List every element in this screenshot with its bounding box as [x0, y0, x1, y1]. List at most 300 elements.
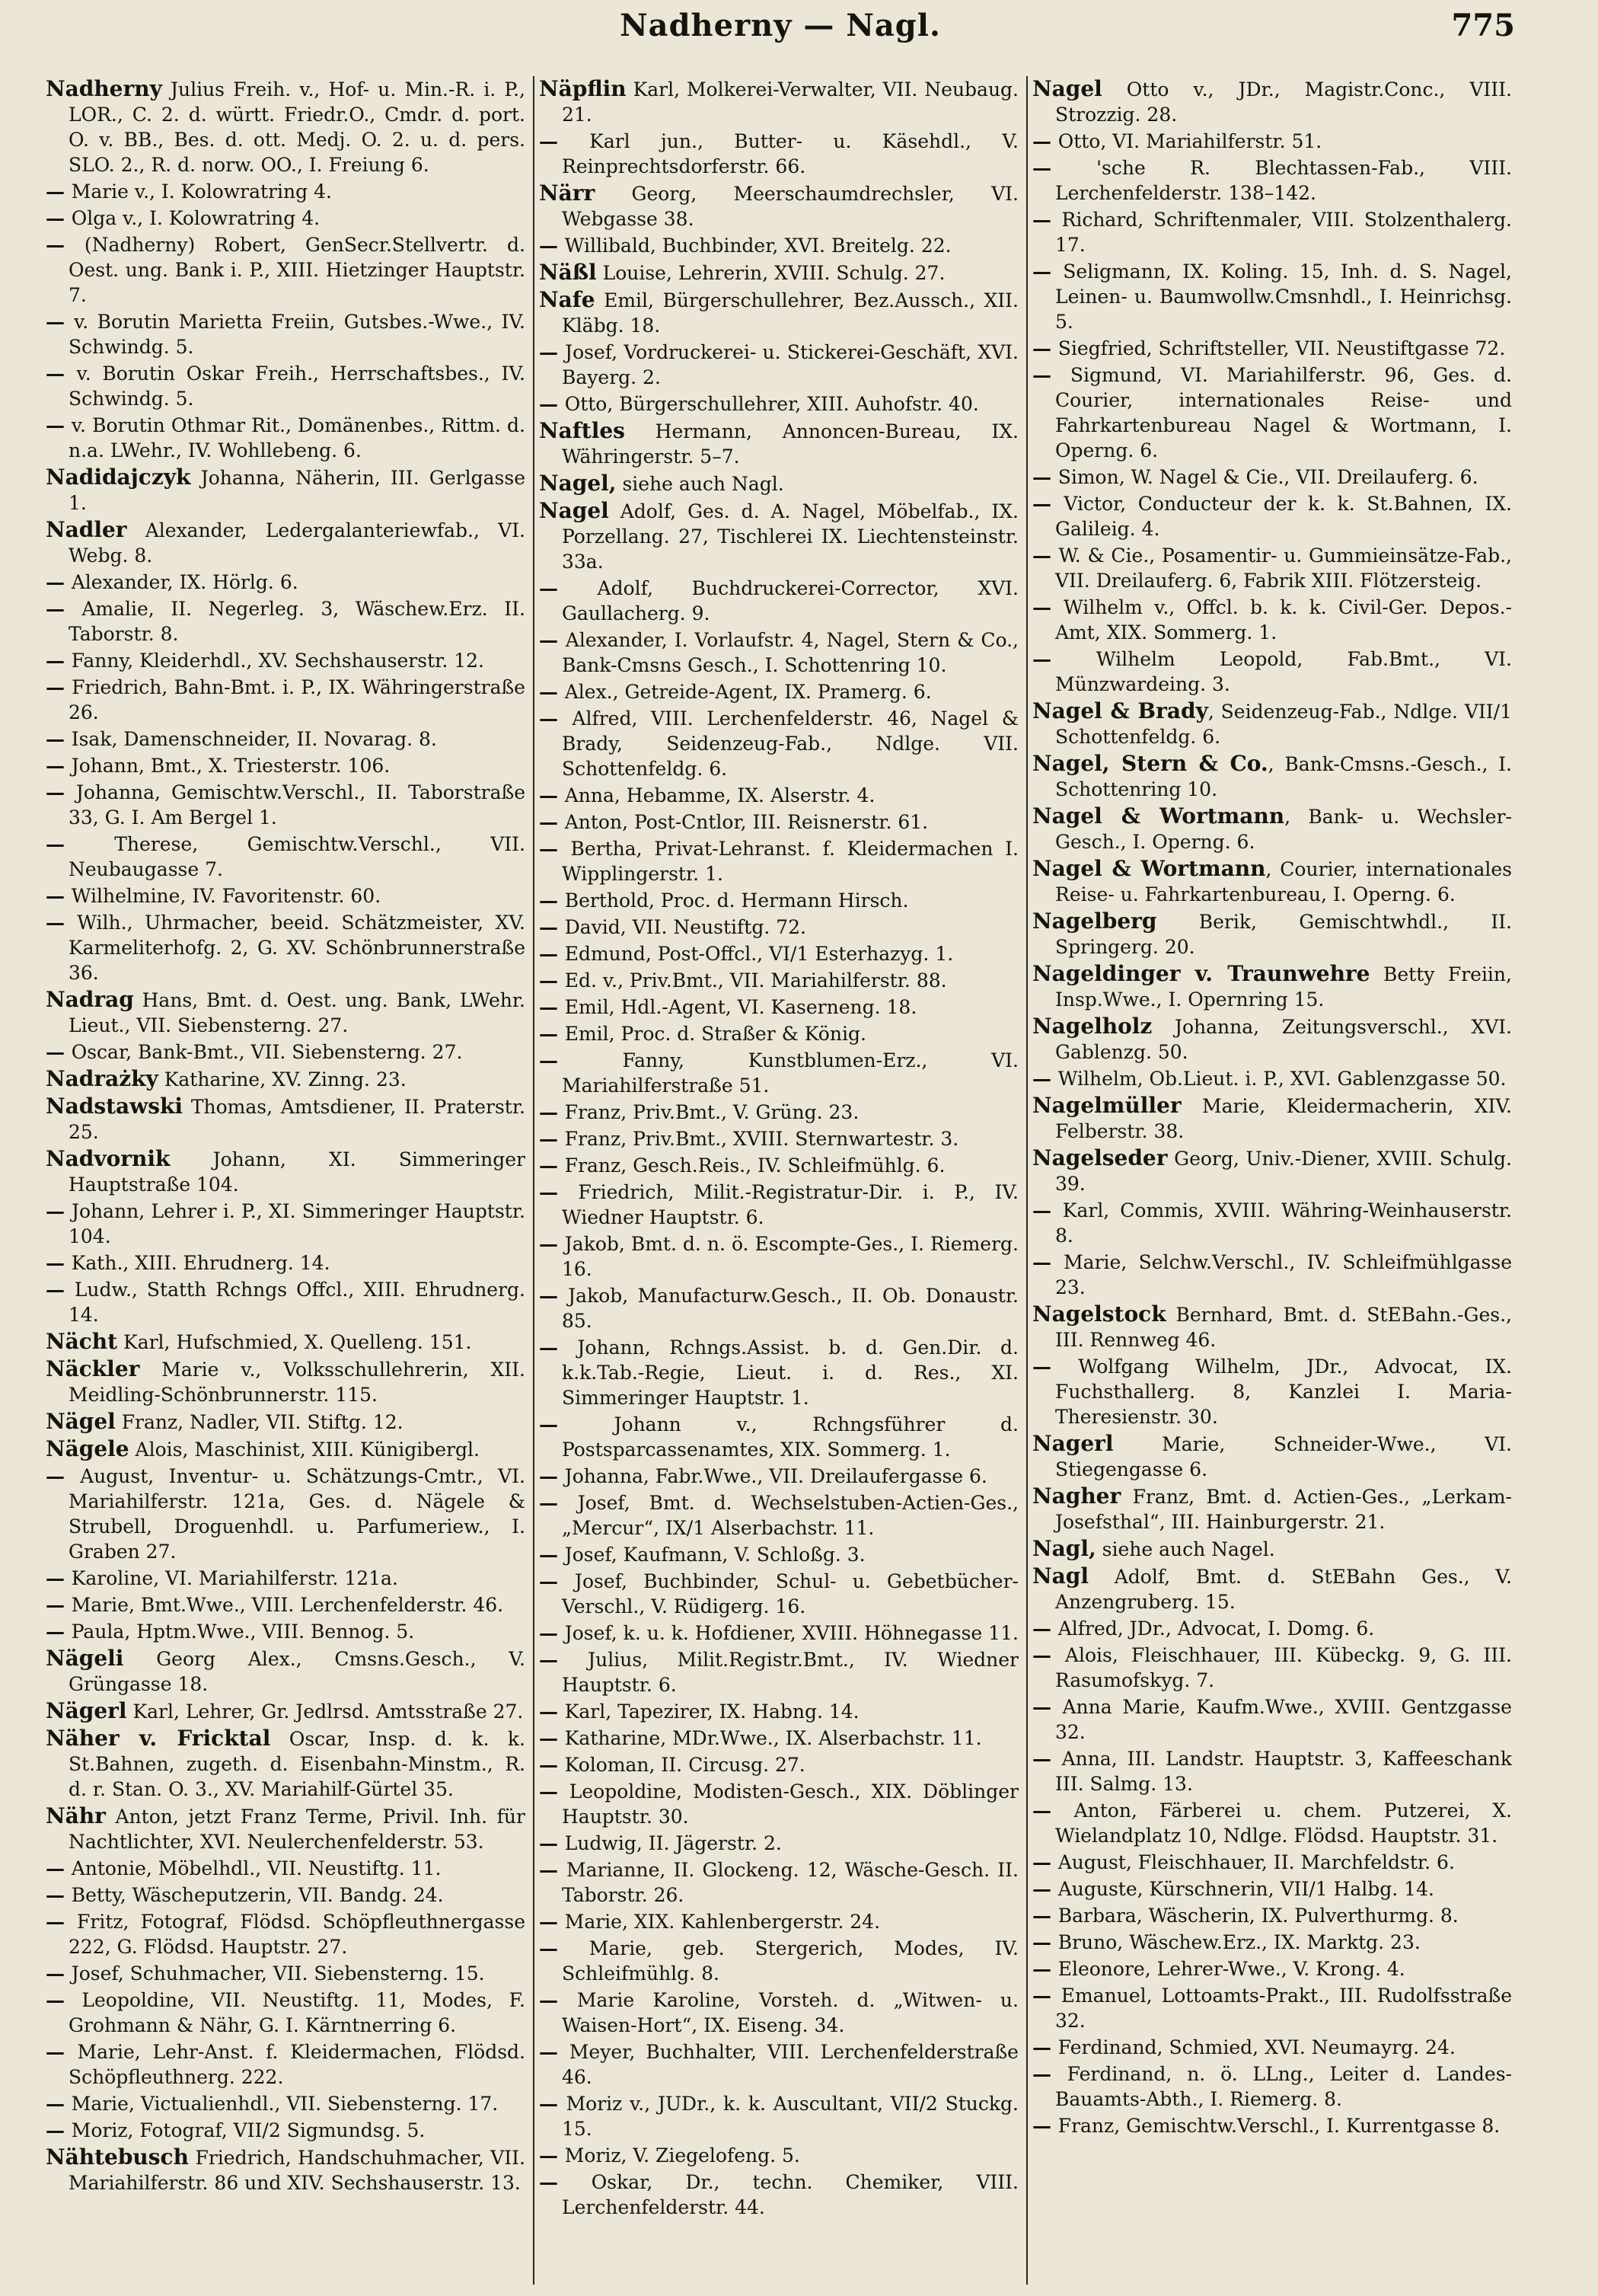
- repeat-dash: —: [539, 1622, 565, 1644]
- entry-text: Sigmund, VI. Mariahilferstr. 96, Ges. d. Courier, internationales Reise- und Fahrkartenbureau Nagel & Wortmann, I. Operng. 6.: [1055, 364, 1512, 461]
- page-header: [46, 5, 1515, 58]
- entry-text: Karl, Molkerei-Verwalter, VII. Neubaug. 21.: [562, 78, 1019, 126]
- directory-entry: [46, 726, 525, 752]
- entry-text: Bernhard, Bmt. d. StEBahn.-Ges., III. Rennweg 46.: [1055, 1304, 1512, 1351]
- entry-text: Victor, Conducteur der k. k. St.Bahnen, IX. Galileig. 4.: [1055, 493, 1512, 540]
- entry-text: Eleonore, Lehrer-Wwe., V. Krong. 4.: [1057, 1958, 1405, 1980]
- repeat-dash: —: [46, 1041, 72, 1063]
- entry-text: Marie Karoline, Vorsteh. d. „Witwen- u. Waisen-Hort“, IX. Eiseng. 34.: [562, 1989, 1019, 2036]
- repeat-dash: —: [1032, 1985, 1061, 2007]
- entry-text: Marie, geb. Stergerich, Modes, IV. Schleifmühlg. 8.: [562, 1937, 1019, 1985]
- entry-surname: Nagel, Stern & Co.: [1032, 751, 1268, 776]
- entry-text: Otto v., JDr., Magistr.Conc., VIII. Strozzig. 28.: [1055, 78, 1512, 126]
- entry-text: Johann, XI. Simmeringer Hauptstraße 104.: [69, 1148, 525, 1196]
- entry-text: Wilhelm, Ob.Lieut. i. P., XVI. Gablenzgasse 50.: [1057, 1068, 1507, 1090]
- entry-text: Emanuel, Lottoamts-Prakt., III. Rudolfsstraße 32.: [1055, 1985, 1512, 2032]
- entry-text: Johanna, Gemischtw.Verschl., II. Taborstraße 33, G. I. Am Bergel 1.: [69, 781, 525, 829]
- entry-text: Johann, Lehrer i. P., XI. Simmeringer Hauptstr. 104.: [69, 1200, 525, 1247]
- repeat-dash: —: [539, 1181, 579, 1203]
- entry-text: Wilhelm v., Offcl. b. k. k. Civil-Ger. Depos.-Amt, XIX. Sommerg. 1.: [1055, 596, 1512, 643]
- entry-text: Bruno, Wäschew.Erz., IX. Marktg. 23.: [1057, 1931, 1421, 1953]
- entry-text: Hans, Bmt. d. Oest. ung. Bank, LWehr. Lieut., VII. Siebensterng. 27.: [69, 989, 525, 1036]
- entry-text: Franz, Gesch.Reis., IV. Schleifmühlg. 6.: [564, 1154, 946, 1177]
- repeat-dash: —: [46, 1911, 78, 1933]
- directory-entry: [1032, 76, 1512, 127]
- entry-text: Auguste, Kürschnerin, VII/1 Halbg. 14.: [1057, 1878, 1434, 1900]
- repeat-dash: —: [1032, 1068, 1058, 1090]
- entry-text: Anna Marie, Kaufm.Wwe., XVIII. Gentzgasse 32.: [1055, 1696, 1512, 1743]
- directory-entry: [46, 1961, 525, 1986]
- entry-text: Oscar, Insp. d. k. k. St.Bahnen, zugeth. d. Eisenbahn-Minstm., R. d. r. Stan. O. 3., XV. Mariahilf-Gürtel 35.: [69, 1728, 525, 1800]
- entry-text: Ed. v., Priv.Bmt., VII. Mariahilferstr. 88.: [564, 969, 947, 992]
- entry-surname: Nagelholz: [1032, 1014, 1153, 1039]
- directory-entry: [539, 1021, 1019, 1046]
- repeat-dash: —: [1032, 2115, 1058, 2137]
- directory-entry: [1032, 1431, 1512, 1482]
- repeat-dash: —: [46, 2093, 72, 2115]
- entry-text: Katharine, XV. Zinng. 23.: [158, 1068, 407, 1091]
- entry-text: Ludwig, II. Jägerstr. 2.: [564, 1832, 782, 1854]
- entry-text: Anna, III. Landstr. Hauptstr. 3, Kaffeeschank III. Salmg. 13.: [1055, 1748, 1512, 1795]
- repeat-dash: —: [1032, 130, 1058, 152]
- entry-text: Emil, Proc. d. Straßer & König.: [564, 1023, 866, 1045]
- entry-text: (Nadherny) Robert, GenSecr.Stellvertr. d. Oest. ung. Bank i. P., XIII. Hietzinger Hauptstr. 7.: [69, 234, 525, 306]
- repeat-dash: —: [46, 234, 85, 256]
- repeat-dash: —: [1032, 1251, 1064, 1273]
- entry-text: , Bank- u. Wechsler-Gesch., I. Operng. 6.: [1055, 806, 1512, 853]
- directory-entry: [1032, 1616, 1512, 1641]
- repeat-dash: —: [46, 755, 72, 777]
- repeat-dash: —: [46, 1857, 72, 1879]
- repeat-dash: —: [46, 207, 72, 229]
- directory-entry: [539, 627, 1019, 678]
- repeat-dash: —: [46, 180, 72, 203]
- repeat-dash: —: [1032, 1931, 1058, 1953]
- directory-entry: [46, 1199, 525, 1249]
- directory-entry: [46, 753, 525, 778]
- entry-text: Isak, Damenschneider, II. Novarag. 8.: [71, 728, 437, 750]
- directory-entry: [539, 2091, 1019, 2141]
- repeat-dash: —: [539, 811, 565, 833]
- entry-text: Johann, Bmt., X. Triesterstr. 106.: [71, 755, 391, 777]
- entry-text: Marianne, II. Glockeng. 12, Wäsche-Gesch. II. Taborstr. 26.: [562, 1859, 1019, 1906]
- repeat-dash: —: [46, 1200, 72, 1222]
- entry-surname: Nagelstock: [1032, 1301, 1166, 1327]
- directory-entry: [1032, 595, 1512, 645]
- entry-text: Paula, Hptm.Wwe., VIII. Bennog. 5.: [71, 1621, 415, 1643]
- directory-entry: [539, 340, 1019, 390]
- repeat-dash: —: [539, 1911, 565, 1933]
- entry-text: Seligmann, IX. Koling. 15, Inh. d. S. Nagel, Leinen- u. Baumwollw.Cmsnhdl., I. Heinrichsg. 5.: [1055, 260, 1512, 333]
- directory-entry: [539, 941, 1019, 966]
- page-number: 775: [1451, 8, 1515, 43]
- directory-entry: [1032, 909, 1512, 960]
- directory-entry: [539, 1831, 1019, 1856]
- repeat-dash: —: [539, 838, 571, 860]
- entry-text: Olga v., I. Kolowratring 4.: [71, 207, 321, 229]
- directory-entry: [539, 180, 1019, 232]
- directory-entry: [539, 576, 1019, 626]
- directory-entry: [1032, 129, 1512, 154]
- directory-entry: [539, 1621, 1019, 1646]
- entry-text: Georg, Meerschaumdrechsler, VI. Webgasse 38.: [562, 183, 1019, 230]
- entry-text: Marie, XIX. Kahlenbergerstr. 24.: [564, 1911, 881, 1933]
- repeat-dash: —: [539, 1233, 565, 1255]
- entry-text: David, VII. Neustiftg. 72.: [564, 916, 806, 938]
- directory-entry: [539, 2143, 1019, 2168]
- repeat-dash: —: [46, 1962, 72, 1985]
- directory-entry: [1032, 207, 1512, 257]
- directory-entry: [539, 1283, 1019, 1333]
- entry-text: Simon, W. Nagel & Cie., VII. Dreilauferg. 6.: [1057, 466, 1478, 488]
- entry-surname: Nadherny: [46, 76, 162, 101]
- directory-entry: [1032, 961, 1512, 1012]
- entry-surname: Nägele: [46, 1436, 129, 1461]
- entry-text: Georg, Univ.-Diener, XVIII. Schulg. 39.: [1055, 1148, 1512, 1195]
- directory-entry: [46, 570, 525, 595]
- directory-entry: [539, 1569, 1019, 1619]
- repeat-dash: —: [539, 889, 565, 912]
- directory-entry: [46, 1619, 525, 1644]
- entry-text: Barbara, Wäscherin, IX. Pulverthurmg. 8.: [1057, 1905, 1459, 1927]
- directory-entry: [46, 465, 525, 516]
- repeat-dash: —: [46, 885, 72, 907]
- entry-text: Adolf, Bmt. d. StEBahn Ges., V. Anzengruberg. 15.: [1055, 1566, 1512, 1613]
- directory-entry: [46, 1436, 525, 1462]
- entry-text: Alfred, JDr., Advocat, I. Domg. 6.: [1057, 1617, 1375, 1640]
- directory-entry: [539, 471, 1019, 497]
- entry-surname: Nagerl: [1032, 1431, 1114, 1456]
- repeat-dash: —: [539, 1832, 565, 1854]
- entry-text: Richard, Schriftenmaler, VIII. Stolzenthalerg. 17.: [1055, 209, 1512, 256]
- directory-entry: [46, 1698, 525, 1724]
- entry-text: Wilh., Uhrmacher, beeid. Schätzmeister, XV. Karmeliterhofg. 2, G. XV. Schönbrunnerstraße 36.: [69, 912, 525, 984]
- directory-entry: [1032, 1746, 1512, 1796]
- entry-surname: Nadstawski: [46, 1094, 183, 1119]
- entry-text: Alois, Fleischhauer, III. Kübeckg. 9, G. III. Rasumofskyg. 7.: [1055, 1644, 1512, 1691]
- repeat-dash: —: [539, 1700, 565, 1723]
- directory-entry: [539, 418, 1019, 469]
- entry-text: , Bank-Cmsns.-Gesch., I. Schottenring 10.: [1055, 753, 1512, 800]
- directory-entry: [539, 915, 1019, 940]
- entry-surname: Näckler: [46, 1356, 140, 1381]
- repeat-dash: —: [539, 235, 565, 257]
- repeat-dash: —: [539, 1649, 588, 1671]
- repeat-dash: —: [1032, 1905, 1058, 1927]
- repeat-dash: —: [1032, 596, 1064, 618]
- repeat-dash: —: [46, 1594, 72, 1616]
- entry-text: Betty Freiin, Insp.Wwe., I. Opernring 15.: [1055, 963, 1512, 1011]
- entry-text: Thomas, Amtsdiener, II. Praterstr. 25.: [69, 1096, 525, 1143]
- directory-entry: [46, 1277, 525, 1327]
- directory-entry: [46, 1066, 525, 1092]
- entry-surname: Nadidajczyk: [46, 465, 191, 490]
- repeat-dash: —: [539, 943, 565, 965]
- repeat-dash: —: [539, 1465, 565, 1487]
- directory-entry: [46, 1329, 525, 1355]
- repeat-dash: —: [539, 1413, 614, 1435]
- directory-entry: [539, 1647, 1019, 1697]
- repeat-dash: —: [539, 1285, 569, 1307]
- entry-text: Anton, jetzt Franz Terme, Privil. Inh. für Nachtlichter, XVI. Neulerchenfelderstr. 53.: [69, 1806, 525, 1853]
- directory-entry: [1032, 1903, 1512, 1928]
- directory-entry: [46, 910, 525, 985]
- directory-entry: [46, 517, 525, 568]
- directory-entry: [539, 888, 1019, 913]
- directory-entry: [539, 1412, 1019, 1462]
- entry-text: August, Fleischhauer, II. Marchfeldstr. 6.: [1057, 1851, 1455, 1873]
- directory-entry: [1032, 362, 1512, 463]
- repeat-dash: —: [46, 1279, 75, 1301]
- repeat-dash: —: [46, 781, 76, 803]
- entry-text: Josef, Vordruckerei- u. Stickerei-Geschäft, XVI. Bayerg. 2.: [562, 341, 1019, 388]
- repeat-dash: —: [46, 1884, 72, 1906]
- directory-entry: [539, 2039, 1019, 2090]
- repeat-dash: —: [539, 130, 590, 152]
- directory-entry: [539, 391, 1019, 417]
- repeat-dash: —: [539, 916, 565, 938]
- repeat-dash: —: [1032, 1644, 1065, 1666]
- entry-text: Josef, Bmt. d. Wechselstuben-Actien-Ges., „Mercur“, IX/1 Alserbachstr. 11.: [562, 1492, 1019, 1539]
- directory-entry: [1032, 1483, 1512, 1534]
- directory-entry: [46, 1646, 525, 1697]
- directory-entry: [1032, 1093, 1512, 1144]
- directory-entry: [539, 1490, 1019, 1541]
- entry-text: August, Inventur- u. Schätzungs-Cmtr., VI. Mariahilferstr. 121a, Ges. d. Nägele & Strubell, Droguenhdl. u. Parfumeriew., I. Graben 27.: [69, 1465, 525, 1563]
- entry-text: Alexander, IX. Hörlg. 6.: [71, 571, 298, 593]
- entry-text: Jakob, Bmt. d. n. ö. Escompte-Ges., I. Riemerg. 16.: [562, 1233, 1019, 1280]
- entry-text: Otto, VI. Mariahilferstr. 51.: [1057, 130, 1322, 152]
- entry-surname: Närr: [539, 180, 595, 206]
- entry-text: Georg Alex., Cmsns.Gesch., V. Grüngasse 18.: [69, 1648, 525, 1695]
- entry-text: Karl, Tapezirer, IX. Habng. 14.: [564, 1700, 860, 1723]
- entry-text: Leopoldine, Modisten-Gesch., XIX. Döblinger Hauptstr. 30.: [562, 1780, 1019, 1828]
- entry-text: Emil, Bürgerschullehrer, Bez.Aussch., XII. Kläbg. 18.: [562, 289, 1019, 337]
- entry-text: Franz, Bmt. d. Actien-Ges., „Lerkam-Josefsthal“, III. Hainburgerstr. 21.: [1055, 1486, 1512, 1533]
- directory-entry: [539, 1726, 1019, 1751]
- entry-text: Johanna, Fabr.Wwe., VII. Dreilaufergasse 6.: [564, 1465, 987, 1487]
- directory-entry: [46, 1250, 525, 1276]
- entry-text: Marie v., I. Kolowratring 4.: [71, 180, 332, 203]
- directory-entry: [46, 2144, 525, 2195]
- entry-surname: Nächt: [46, 1329, 118, 1354]
- entry-text: Marie, Victualienhdl., VII. Siebensterng. 17.: [71, 2093, 499, 2115]
- directory-entry: [46, 1409, 525, 1435]
- repeat-dash: —: [1032, 1958, 1058, 1980]
- entry-text: Franz, Priv.Bmt., XVIII. Sternwartestr. 3.: [564, 1128, 959, 1150]
- repeat-dash: —: [46, 1252, 72, 1274]
- directory-entry: [539, 706, 1019, 781]
- entry-text: Marie, Schneider-Wwe., VI. Stiegengasse 6.: [1055, 1433, 1512, 1480]
- entry-text: Josef, k. u. k. Hofdiener, XVIII. Höhnegasse 11.: [564, 1622, 1019, 1644]
- entry-surname: Nagel & Wortmann: [1032, 803, 1285, 829]
- entry-text: , Seidenzeug-Fab., Ndlge. VII/1 Schottenfeldg. 6.: [1055, 701, 1512, 748]
- directory-entry: [539, 968, 1019, 993]
- directory-entry: [46, 1909, 525, 1959]
- directory-entry: [1032, 1930, 1512, 1955]
- directory-entry: [539, 2170, 1019, 2220]
- entry-text: Friedrich, Bahn-Bmt. i. P., IX. Währingerstraße 26.: [69, 676, 525, 723]
- repeat-dash: —: [1032, 2063, 1067, 2085]
- directory-entry: [1032, 336, 1512, 361]
- entry-text: W. & Cie., Posamentir- u. Gummieinsätze-Fab., VII. Dreilauferg. 6, Fabrik XIII. Flötzersteig.: [1055, 544, 1512, 592]
- directory-entry: [46, 648, 525, 673]
- repeat-dash: —: [46, 676, 72, 698]
- directory-entry: [539, 260, 1019, 286]
- directory-entry: [1032, 1014, 1512, 1065]
- directory-entry: [46, 1039, 525, 1065]
- entry-text: v. Borutin Marietta Freiin, Gutsbes.-Wwe., IV. Schwindg. 5.: [69, 311, 525, 358]
- directory-entry: [46, 987, 525, 1038]
- repeat-dash: —: [539, 996, 565, 1018]
- directory-entry: [1032, 1145, 1512, 1196]
- repeat-dash: —: [539, 969, 565, 992]
- entry-text: Emil, Hdl.-Agent, VI. Kaserneng. 18.: [564, 996, 917, 1018]
- entry-surname: Nagher: [1032, 1483, 1121, 1509]
- directory-entry: [1032, 491, 1512, 541]
- repeat-dash: —: [1032, 1748, 1062, 1770]
- entry-text: Amalie, II. Negerleg. 3, Wäschew.Erz. II. Taborstr. 8.: [69, 598, 525, 645]
- directory-entry: [46, 309, 525, 359]
- entry-text: Karl, Commis, XVIII. Währing-Weinhauserstr. 8.: [1055, 1199, 1512, 1247]
- repeat-dash: —: [539, 1544, 565, 1566]
- entry-text: Betty, Wäscheputzerin, VII. Bandg. 24.: [71, 1884, 444, 1906]
- directory-entry: [1032, 698, 1512, 749]
- directory-entry: [539, 1048, 1019, 1098]
- directory-entry: [539, 233, 1019, 258]
- directory-entry: [1032, 1536, 1512, 1562]
- directory-entry: [1032, 751, 1512, 802]
- directory-entry: [46, 413, 525, 463]
- repeat-dash: —: [539, 1780, 569, 1803]
- repeat-dash: —: [46, 1567, 72, 1589]
- repeat-dash: —: [1032, 1199, 1063, 1221]
- entry-text: Katharine, MDr.Wwe., IX. Alserbachstr. 11.: [564, 1727, 982, 1749]
- entry-text: Adolf, Buchdruckerei-Corrector, XVI. Gaullacherg. 9.: [562, 577, 1019, 624]
- directory-entry: [539, 1100, 1019, 1125]
- entry-text: Adolf, Ges. d. A. Nagel, Möbelfab., IX. Porzellang. 27, Tischlerei IX. Liechtensteinstr. 33a.: [562, 500, 1019, 573]
- directory-entry: [46, 1988, 525, 2038]
- entry-surname: Nadler: [46, 517, 127, 542]
- entry-surname: Näher v. Fricktal: [46, 1726, 271, 1751]
- directory-entry: [539, 1988, 1019, 2038]
- entry-text: Marie, Bmt.Wwe., VIII. Lerchenfelderstr. 46.: [71, 1594, 504, 1616]
- entry-text: Wilhelmine, IV. Favoritenstr. 60.: [71, 885, 381, 907]
- directory-entry: [539, 1153, 1019, 1178]
- entry-text: Ferdinand, Schmied, XVI. Neumayrg. 24.: [1057, 2036, 1456, 2058]
- directory-entry: [1032, 1301, 1512, 1352]
- entry-text: Alexander, Ledergalanteriewfab., VI. Webg. 8.: [69, 519, 525, 567]
- directory-entry: [46, 883, 525, 909]
- directory-entry: [46, 596, 525, 647]
- entry-surname: Nähtebusch: [46, 2144, 189, 2170]
- directory-entry: [539, 836, 1019, 886]
- entry-text: Karoline, VI. Mariahilferstr. 121a.: [71, 1567, 398, 1589]
- directory-entry: [539, 1542, 1019, 1567]
- entry-text: Koloman, II. Circusg. 27.: [564, 1754, 805, 1776]
- directory-entry: [539, 810, 1019, 835]
- repeat-dash: —: [1032, 337, 1058, 359]
- entry-text: Anton, Post-Cntlor, III. Reisnerstr. 61.: [564, 811, 929, 833]
- repeat-dash: —: [1032, 648, 1096, 670]
- entry-text: Johann v., Rchngsführer d. Postsparcassenamtes, XIX. Sommerg. 1.: [562, 1413, 1019, 1461]
- entry-text: Oscar, Bank-Bmt., VII. Siebensterng. 27.: [71, 1041, 463, 1063]
- repeat-dash: —: [539, 1727, 565, 1749]
- repeat-dash: —: [539, 1336, 578, 1359]
- entry-text: Anna, Hebamme, IX. Alserstr. 4.: [564, 784, 876, 806]
- repeat-dash: —: [46, 414, 72, 436]
- entry-text: Karl, Lehrer, Gr. Jedlrsd. Amtsstraße 27.: [126, 1700, 524, 1723]
- repeat-dash: —: [539, 1570, 575, 1592]
- repeat-dash: —: [539, 1492, 578, 1514]
- entry-surname: Näpflin: [539, 76, 627, 101]
- entry-text: Siegfried, Schriftsteller, VII. Neustiftgasse 72.: [1057, 337, 1506, 359]
- repeat-dash: —: [1032, 260, 1064, 283]
- entry-text: Josef, Kaufmann, V. Schloßg. 3.: [564, 1544, 866, 1566]
- repeat-dash: —: [1032, 1696, 1063, 1718]
- entry-text: Johanna, Zeitungsverschl., XVI. Gablenzg. 50.: [1055, 1016, 1512, 1063]
- entry-text: Moriz v., JUDr., k. k. Auscultant, VII/2 Stuckg. 15.: [562, 2093, 1019, 2140]
- entry-surname: Näßl: [539, 260, 597, 285]
- entry-text: Alfred, VIII. Lerchenfelderstr. 46, Nagel & Brady, Seidenzeug-Fab., Ndlge. VII. Schottenfeldg. 6.: [562, 707, 1019, 780]
- directory-entry: [539, 1464, 1019, 1489]
- directory-entry: [46, 2091, 525, 2116]
- entry-text: Johanna, Näherin, III. Gerlgasse 1.: [69, 467, 525, 514]
- directory-entry: [46, 361, 525, 411]
- repeat-dash: —: [539, 784, 565, 806]
- directory-entry: [1032, 155, 1512, 206]
- directory-entry: [46, 1566, 525, 1591]
- entry-surname: Nagelseder: [1032, 1145, 1168, 1170]
- repeat-dash: —: [539, 1754, 565, 1776]
- running-head: Nadherny — Nagl.: [620, 8, 941, 43]
- directory-entry: [1032, 856, 1512, 907]
- directory-entry: [46, 675, 525, 725]
- entry-text: v. Borutin Othmar Rit., Domänenbes., Rittm. d. n.a. LWehr., IV. Wohllebeng. 6.: [69, 414, 525, 461]
- repeat-dash: —: [539, 681, 565, 703]
- repeat-dash: —: [46, 598, 82, 620]
- directory-entry: [46, 1882, 525, 1908]
- repeat-dash: —: [1032, 1878, 1058, 1900]
- entry-text: Marie v., Volksschullehrerin, XII. Meidling-Schönbrunnerstr. 115.: [69, 1359, 525, 1406]
- directory-entry: [1032, 2035, 1512, 2060]
- entry-surname: Nagelberg: [1032, 909, 1157, 934]
- entry-surname: Nägel: [46, 1409, 116, 1434]
- directory-entry: [1032, 1850, 1512, 1875]
- directory-body: [46, 76, 1515, 2288]
- directory-entry: [46, 1094, 525, 1145]
- repeat-dash: —: [539, 1101, 565, 1123]
- repeat-dash: —: [1032, 466, 1058, 488]
- entry-text: Ludw., Statth Rchngs Offcl., XIII. Ehrudnerg. 14.: [69, 1279, 525, 1326]
- repeat-dash: —: [539, 1128, 565, 1150]
- entry-surname: Nagl,: [1032, 1536, 1096, 1561]
- directory-entry: [46, 1803, 525, 1854]
- repeat-dash: —: [539, 2041, 569, 2063]
- entry-text: Karl, Hufschmied, X. Quelleng. 151.: [117, 1331, 472, 1353]
- repeat-dash: —: [539, 577, 598, 599]
- directory-entry: [1032, 1694, 1512, 1745]
- directory-entry: [539, 1699, 1019, 1724]
- directory-entry: [46, 2039, 525, 2090]
- directory-entry: [539, 1180, 1019, 1230]
- directory-entry: [1032, 1198, 1512, 1248]
- entry-text: Edmund, Post-Offcl., VI/1 Esterhazyg. 1.: [564, 943, 954, 965]
- entry-text: Fanny, Kleiderhdl., XV. Sechshauserstr. 12.: [71, 650, 484, 672]
- directory-entry: [1032, 647, 1512, 697]
- entry-surname: Nadrag: [46, 987, 134, 1012]
- directory-entry: [1032, 1983, 1512, 2033]
